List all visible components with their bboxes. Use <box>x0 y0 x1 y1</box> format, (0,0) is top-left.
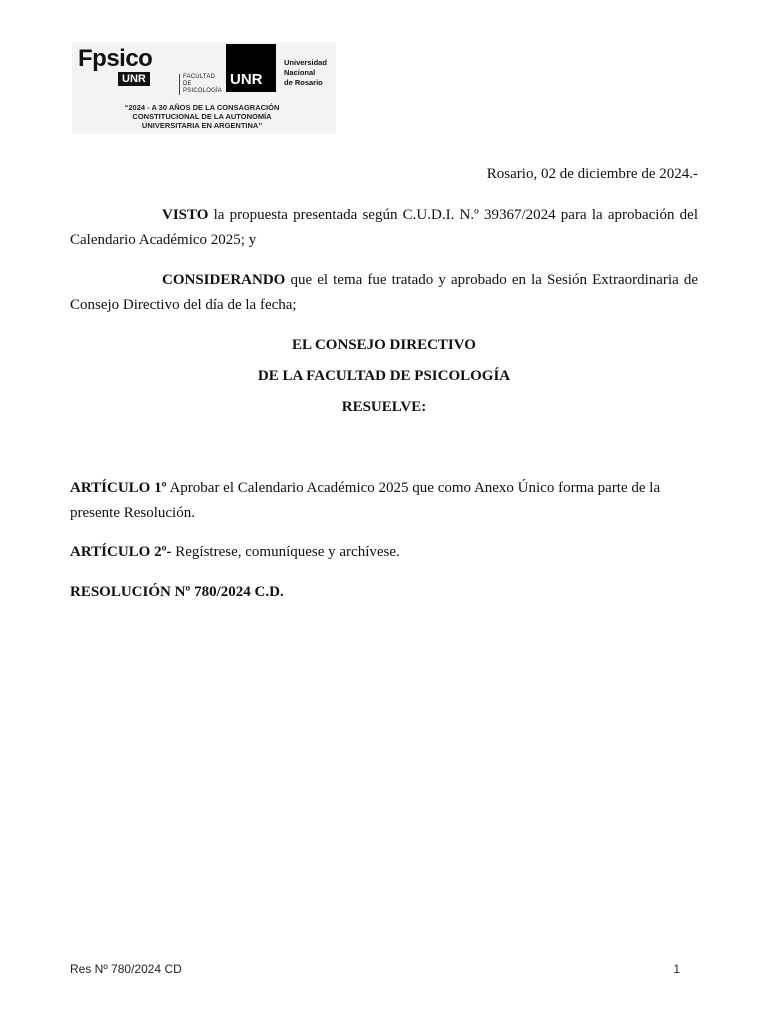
footer-reference: Res Nº 780/2024 CD <box>70 962 182 976</box>
fpsico-unr-badge: UNR <box>118 72 150 86</box>
considerando-label: CONSIDERANDO <box>162 272 286 288</box>
fpsico-logo <box>78 45 176 91</box>
resolution-number: RESOLUCIÓN Nº 780/2024 C.D. <box>70 584 284 600</box>
page-number: 1 <box>673 962 680 976</box>
heading-council: EL CONSEJO DIRECTIVO <box>292 337 476 353</box>
article-2-text: Regístrese, comuníquese y archívese. <box>171 544 400 560</box>
heading-resolves: RESUELVE: <box>341 399 427 415</box>
article-1 <box>70 476 698 526</box>
faculty-label: FACULTAD DE PSICOLOGÍA <box>179 74 225 95</box>
unr-logo: UNR <box>226 44 276 92</box>
institutional-logo <box>72 42 336 134</box>
article-1-label: ARTÍCULO 1º <box>70 480 167 496</box>
article-1-text: Aprobar el Calendario Académico 2025 que como Anexo Único forma parte de la presente Resolución. <box>70 480 661 521</box>
article-2-label: ARTÍCULO 2º- <box>70 544 172 560</box>
university-name: Universidad Nacional de Rosario <box>284 58 327 87</box>
heading-faculty: DE LA FACULTAD DE PSICOLOGÍA <box>257 368 511 384</box>
fpsico-wordmark: Fpsico <box>78 45 153 72</box>
considerando-paragraph <box>70 268 698 318</box>
visto-label: VISTO <box>162 207 209 223</box>
article-2 <box>70 540 698 565</box>
visto-paragraph <box>70 203 698 253</box>
document-date: Rosario, 02 de diciembre de 2024.- <box>486 166 698 182</box>
visto-text: la propuesta presentada según C.U.D.I. N.º 39367/2024 para la aprobación del Calendario Académico 2025; y <box>70 207 698 248</box>
anniversary-slogan: “2024 - A 30 AÑOS DE LA CONSAGRACIÓN CONSTITUCIONAL DE LA AUTONOMÍA UNIVERSITARIA EN ARGENTINA” <box>124 103 280 130</box>
considerando-text: que el tema fue tratado y aprobado en la Sesión Extraordinaria de Consejo Directivo del día de la fecha; <box>70 272 698 313</box>
